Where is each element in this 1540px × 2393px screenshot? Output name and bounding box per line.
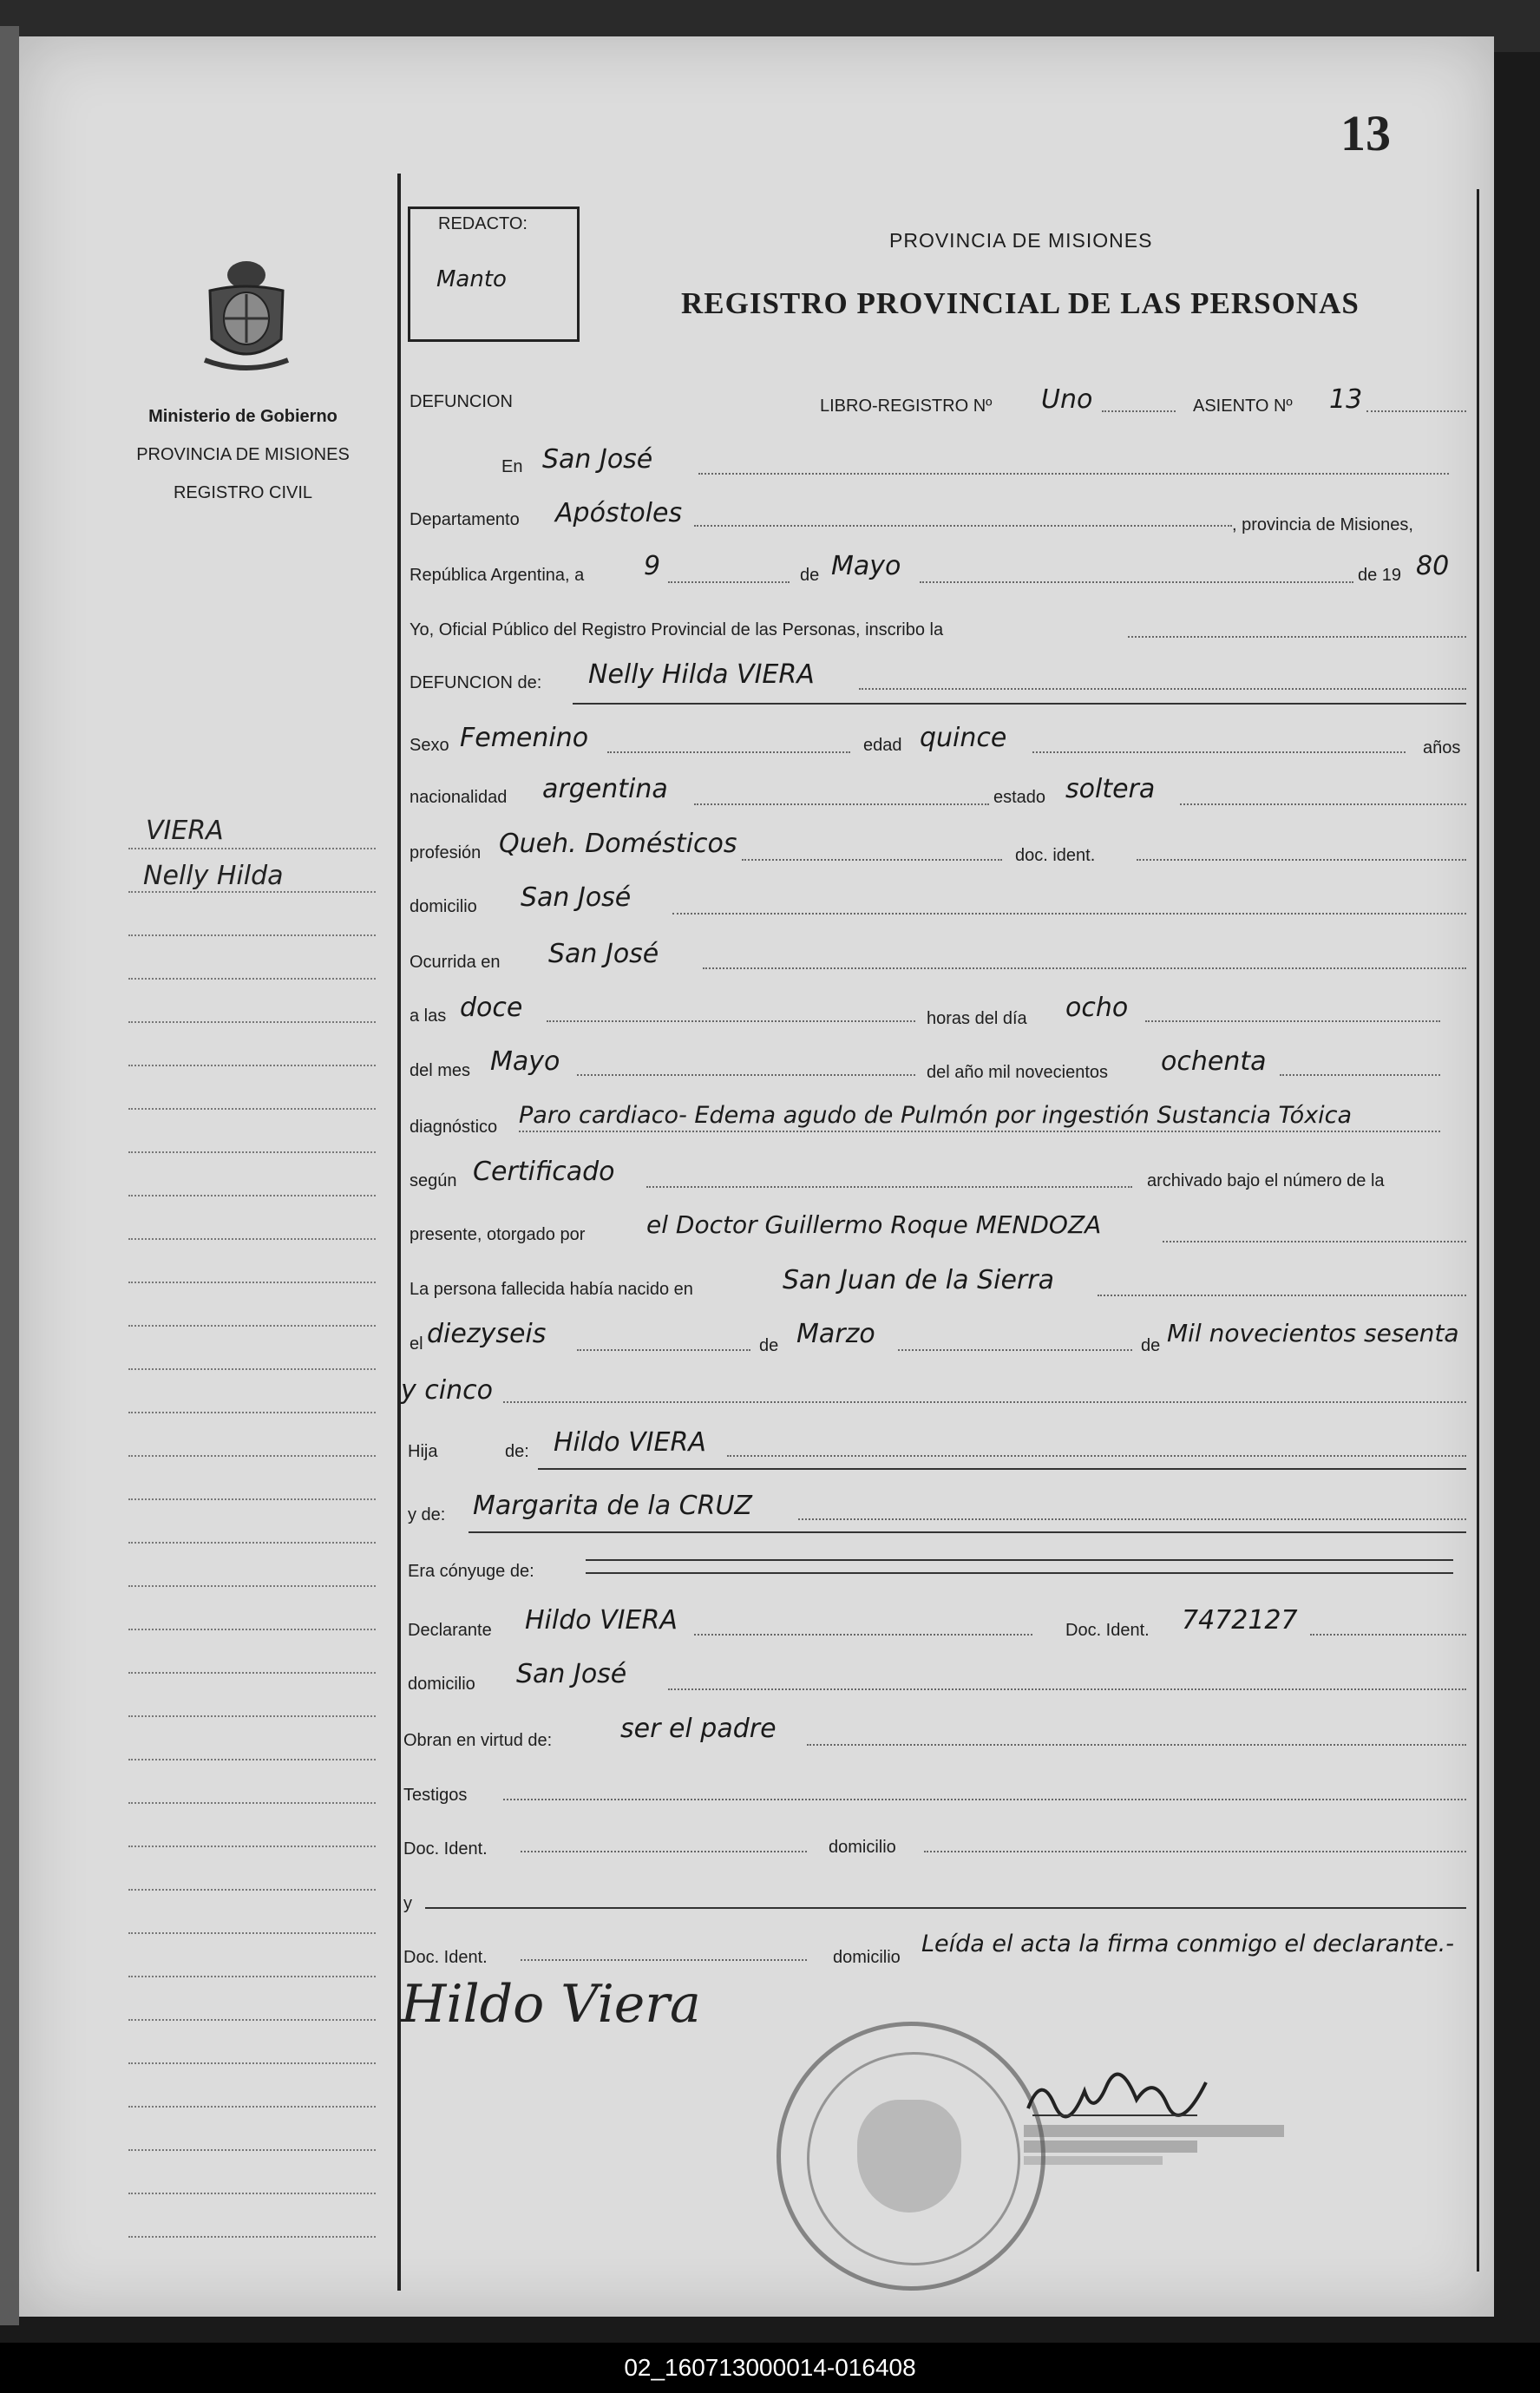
sexo-label: Sexo xyxy=(410,736,449,755)
domicilio-value: San José xyxy=(521,882,632,913)
nacionalidad-value: argentina xyxy=(542,774,668,804)
presente-label: presente, otorgado por xyxy=(410,1225,586,1244)
madre-value: Margarita de la CRUZ xyxy=(473,1491,752,1521)
anio-label: del año mil novecientos xyxy=(927,1063,1109,1082)
nacido-value: San Juan de la Sierra xyxy=(783,1265,1054,1295)
segun-label: según xyxy=(410,1171,457,1190)
ministry-name: Ministerio de Gobierno xyxy=(148,407,337,426)
nacionalidad-label: nacionalidad xyxy=(410,788,508,807)
edad-value: quince xyxy=(920,723,1007,753)
horas-value: ocho xyxy=(1065,993,1129,1023)
declarante-signature: Hildo Viera xyxy=(401,1974,701,2035)
el-label: el xyxy=(410,1334,423,1354)
del-mes-label: del mes xyxy=(410,1061,471,1080)
official-signature xyxy=(1024,2065,1215,2126)
right-border xyxy=(1477,189,1479,2272)
de-mes2-label: de xyxy=(759,1336,779,1355)
redacto-label: REDACTO: xyxy=(438,214,528,233)
a-las-value: doce xyxy=(460,993,523,1023)
padre-value: Hildo VIERA xyxy=(554,1427,706,1458)
departamento-label: Departamento xyxy=(410,510,520,529)
conyuge-label: Era cónyuge de: xyxy=(408,1562,534,1581)
ocurrida-value: San José xyxy=(548,939,659,969)
profesion-label: profesión xyxy=(410,843,482,862)
official-seal-stamp xyxy=(777,2022,1045,2291)
a-las-label: a las xyxy=(410,1006,447,1026)
page-number: 13 xyxy=(1340,105,1391,161)
anos-label: años xyxy=(1423,738,1461,757)
ministry-block xyxy=(104,397,382,512)
redacto-value: Manto xyxy=(436,266,507,292)
doc-ident2-value: 7472127 xyxy=(1182,1605,1298,1636)
estado-label: estado xyxy=(993,788,1046,807)
el-value: diezyseis xyxy=(427,1319,547,1349)
header-province: PROVINCIA DE MISIONES xyxy=(889,229,1153,252)
en-label: En xyxy=(501,457,523,476)
defuncion-de-label: DEFUNCION de: xyxy=(410,673,542,692)
domicilio3-label: domicilio xyxy=(829,1838,896,1857)
y-de-label: y de: xyxy=(408,1505,446,1524)
domicilio2-label: domicilio xyxy=(408,1675,475,1694)
domicilio4-value: Leída el acta la firma conmigo el declarante.- xyxy=(921,1931,1454,1957)
ministry-province: PROVINCIA DE MISIONES xyxy=(136,445,350,464)
republica-label: República Argentina, a xyxy=(410,566,585,585)
obran-label: Obran en virtud de: xyxy=(403,1731,553,1750)
de-anio2-label: de xyxy=(1141,1336,1161,1355)
en-value: San José xyxy=(542,444,653,475)
horas-label: horas del día xyxy=(927,1009,1027,1028)
defuncion-de-value: Nelly Hilda VIERA xyxy=(588,659,815,690)
segun-value: Certificado xyxy=(473,1157,615,1187)
libro-label: LIBRO-REGISTRO Nº xyxy=(820,397,993,416)
diagnostico-label: diagnóstico xyxy=(410,1118,498,1137)
index-given-names: Nelly Hilda xyxy=(143,861,284,891)
doc-ident3-label: Doc. Ident. xyxy=(403,1839,488,1859)
profesion-value: Queh. Domésticos xyxy=(499,829,737,859)
year-value: 80 xyxy=(1416,551,1450,581)
presente-value: el Doctor Guillermo Roque MENDOZA xyxy=(646,1210,1102,1239)
hija-de-label: de: xyxy=(505,1442,529,1461)
doc-ident4-label: Doc. Ident. xyxy=(403,1948,488,1967)
domicilio4-label: domicilio xyxy=(833,1948,901,1967)
libro-value: Uno xyxy=(1041,384,1093,415)
y-label: y xyxy=(403,1894,412,1913)
departamento-value: Apóstoles xyxy=(555,498,683,528)
anio2-cont: y cinco xyxy=(401,1375,493,1406)
domicilio-label: domicilio xyxy=(410,897,477,916)
archivado-label: archivado bajo el número de la xyxy=(1147,1171,1385,1190)
ministry-office: REGISTRO CIVIL xyxy=(173,483,313,502)
anio2-value: Mil novecientos sesenta xyxy=(1167,1319,1459,1347)
de-year-label: de 19 xyxy=(1358,566,1402,585)
mes-value: Mayo xyxy=(831,551,901,581)
header-registry: REGISTRO PROVINCIAL DE LAS PERSONAS xyxy=(681,286,1360,320)
redacto-box xyxy=(408,207,580,342)
coat-of-arms-icon xyxy=(198,256,295,376)
binder-edge xyxy=(0,26,19,2325)
declarante-value: Hildo VIERA xyxy=(525,1605,678,1636)
doc-ident2-label: Doc. Ident. xyxy=(1065,1621,1150,1640)
margin-divider xyxy=(397,174,401,2291)
registrar-stamp-text xyxy=(1024,2121,1284,2168)
estado-value: soltera xyxy=(1065,774,1156,804)
mes2-value: Marzo xyxy=(796,1319,875,1349)
asiento-value: 13 xyxy=(1329,384,1363,415)
diagnostico-value: Paro cardiaco- Edema agudo de Pulmón por ingestión Sustancia Tóxica xyxy=(519,1102,1353,1129)
provincia-text: , provincia de Misiones, xyxy=(1232,515,1413,534)
index-surname: VIERA xyxy=(146,816,224,846)
nacido-label: La persona fallecida había nacido en xyxy=(410,1280,693,1299)
doc-ident-label: doc. ident. xyxy=(1015,846,1096,865)
del-mes-value: Mayo xyxy=(490,1046,560,1077)
ocurrida-label: Ocurrida en xyxy=(410,953,501,972)
image-footer-id: 02_160713000014-016408 xyxy=(0,2343,1540,2393)
edad-label: edad xyxy=(863,736,902,755)
domicilio2-value: San José xyxy=(516,1659,627,1689)
testigos-label: Testigos xyxy=(403,1786,468,1805)
anio-value: ochenta xyxy=(1161,1046,1267,1077)
declarante-label: Declarante xyxy=(408,1621,492,1640)
record-type: DEFUNCION xyxy=(410,392,513,411)
asiento-label: ASIENTO Nº xyxy=(1193,397,1293,416)
obran-value: ser el padre xyxy=(620,1714,777,1744)
sexo-value: Femenino xyxy=(460,723,589,753)
yo-text: Yo, Oficial Público del Registro Provincial de las Personas, inscribo la xyxy=(410,620,944,639)
dia-value: 9 xyxy=(644,551,661,581)
de-label: de xyxy=(800,566,820,585)
hija-label: Hija xyxy=(408,1442,438,1461)
